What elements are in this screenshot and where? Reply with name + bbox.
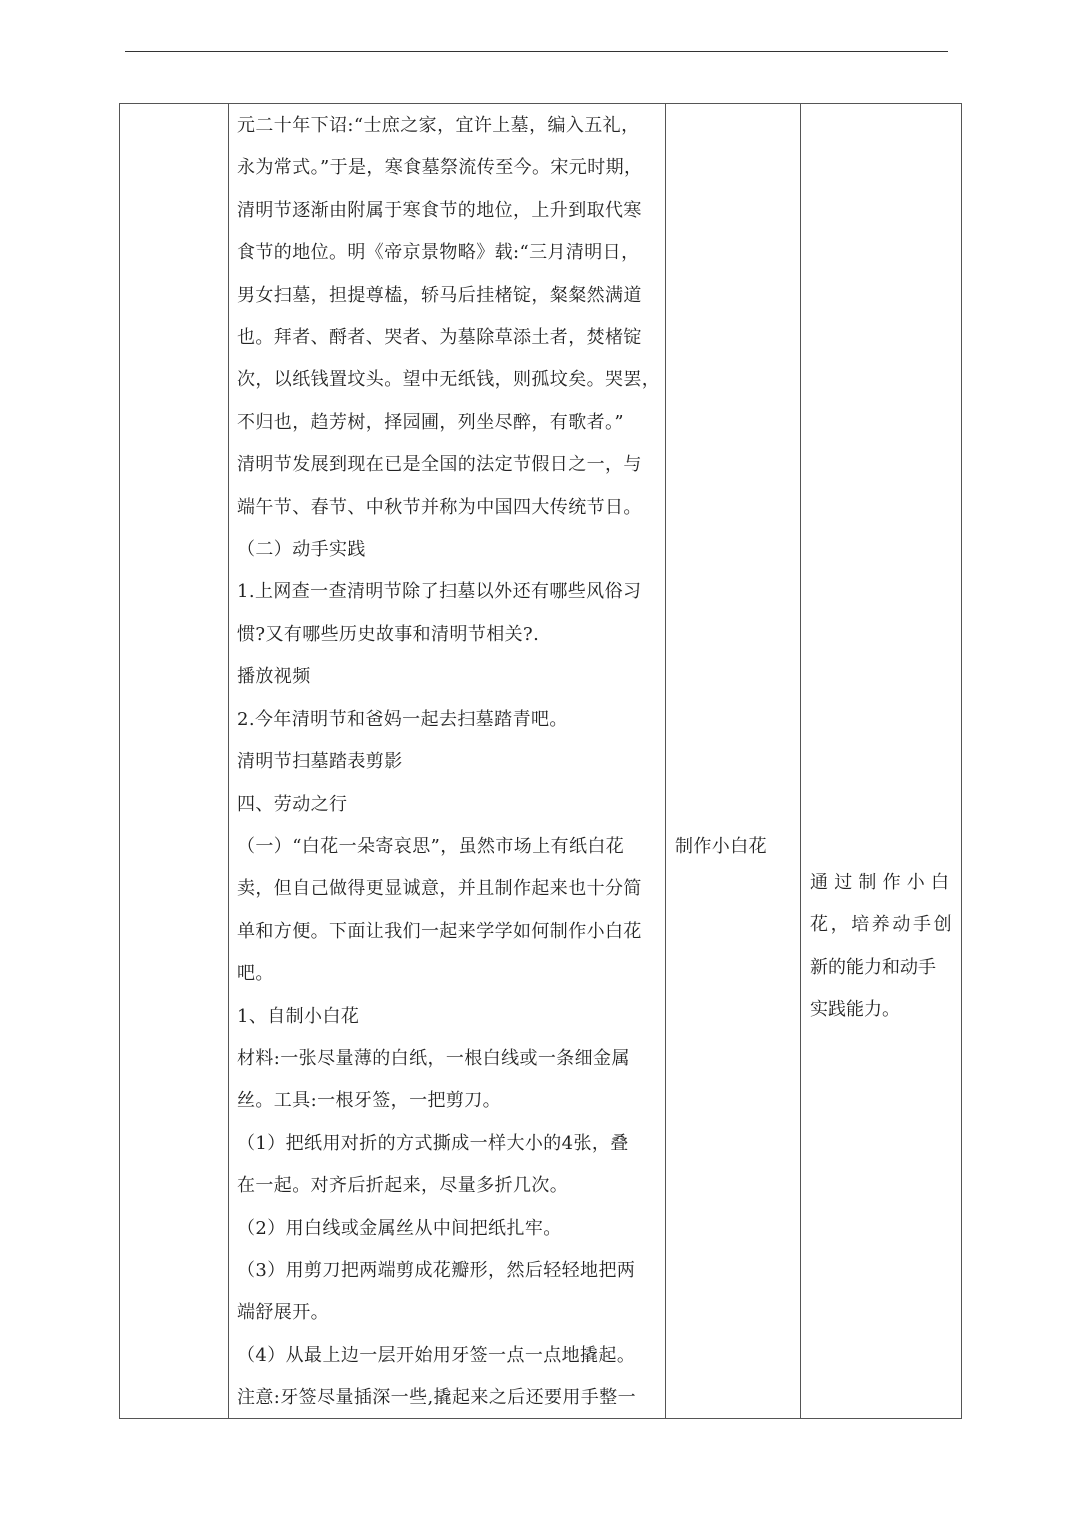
intent-line: 通过制作小白 — [810, 872, 956, 893]
note-line: 注意:牙签尽量插深一些,撬起来之后还要用手整一 — [237, 1387, 636, 1409]
content-line: （一）“白花一朵寄哀思”，虽然市场上有纸白花 — [237, 835, 625, 857]
column-divider — [228, 104, 229, 1418]
step-line: （2）用白线或金属丝从中间把纸扎牢。 — [237, 1217, 562, 1239]
student-activity-cell: 制作小白花 — [675, 836, 767, 857]
content-line: 惯?又有哪些历史故事和清明节相关?. — [237, 623, 540, 645]
content-line: 单和方便。下面让我们一起来学学如何制作小白花 — [237, 920, 642, 942]
content-line: 清明节扫墓踏表剪影 — [237, 751, 403, 773]
teaching-content-cell — [237, 105, 659, 1420]
content-line: 卖，但自己做得更显诚意，并且制作起来也十分简 — [237, 878, 642, 900]
intent-line: 新的能力和动手 — [810, 956, 936, 978]
section-heading: （二）动手实践 — [237, 539, 366, 561]
content-line: 永为常式。”于是，寒食墓祭流传至今。宋元时期， — [237, 157, 643, 179]
step-line: （4）从最上边一层开始用牙签一点一点地撬起。 — [237, 1344, 636, 1366]
step-line: （3）用剪刀把两端剪成花瓣形，然后轻轻地把两 — [237, 1259, 636, 1281]
intent-line: 实践能力。 — [810, 999, 900, 1021]
step-line: （1）把纸用对折的方式撕成一样大小的4张，叠 — [237, 1132, 629, 1154]
content-line: 1.上网查一查清明节除了扫墓以外还有哪些风俗习 — [237, 581, 642, 603]
content-line: 播放视频 — [237, 666, 311, 688]
content-line: 也。拜者、酹者、哭者、为墓除草添土者，焚楮锭 — [237, 327, 642, 349]
content-line: 元二十年下诏:“士庶之家，宜许上墓，编入五礼， — [237, 115, 640, 136]
intent-line: 花，培养动手创 — [810, 914, 955, 936]
content-line: 丝。工具:一根牙签，一把剪刀。 — [237, 1090, 502, 1112]
header-rule — [125, 51, 948, 52]
section-heading: 四、劳动之行 — [237, 793, 348, 815]
content-line: 清明节发展到现在已是全国的法定节假日之一，与 — [237, 454, 642, 476]
content-line: 男女扫墓，担提尊榼，轿马后挂楮锭，粲粲然满道 — [237, 284, 642, 306]
section-heading: 1、自制小白花 — [237, 1005, 360, 1027]
column-divider — [800, 104, 801, 1418]
content-line: 材料:一张尽量薄的白纸，一根白线或一条细金属 — [237, 1047, 630, 1069]
content-line: 食节的地位。明《帝京景物略》载:“三月清明日， — [237, 242, 640, 264]
content-line: 端午节、春节、中秋节并称为中国四大传统节日。 — [237, 496, 642, 518]
content-line: 吧。 — [237, 963, 274, 985]
design-intent-cell — [810, 862, 956, 1032]
step-line: 在一起。对齐后折起来，尽量多折几次。 — [237, 1175, 569, 1197]
column-divider — [665, 104, 666, 1418]
step-line: 端舒展开。 — [237, 1302, 329, 1324]
content-line: 次，以纸钱置坟头。望中无纸钱，则孤坟矣。哭罢， — [237, 369, 661, 391]
content-line: 2.今年清明节和爸妈一起去扫墓踏青吧。 — [237, 708, 568, 730]
content-line: 清明节逐渐由附属于寒食节的地位，上升到取代寒 — [237, 199, 642, 221]
content-line: 不归也，趋芳树，择园圃，列坐尽醉，有歌者。” — [237, 411, 624, 433]
